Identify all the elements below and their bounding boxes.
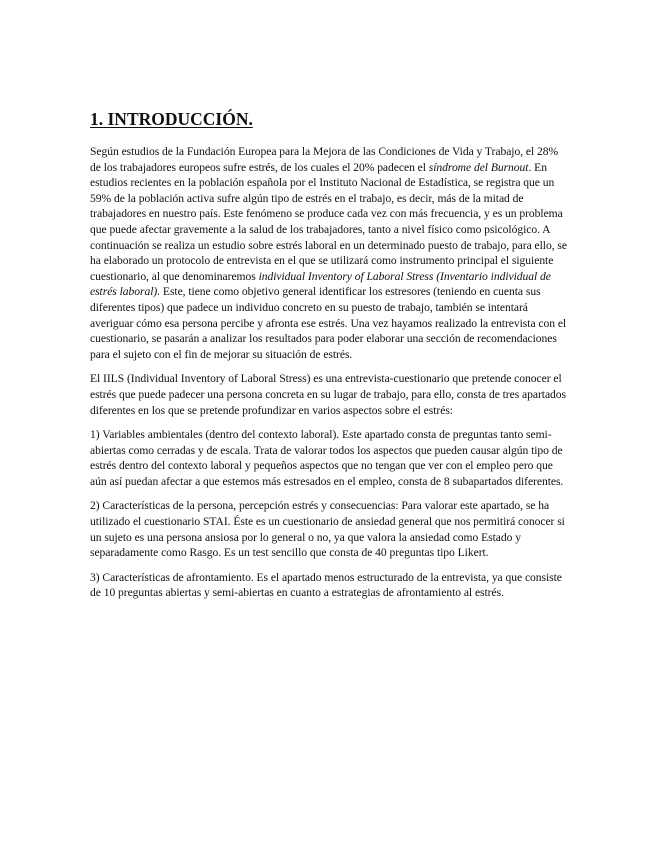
section-3-paragraph: 3) Características de afrontamiento. Es el apartado menos estructurado de la entrevista, ya que consiste de 10 preguntas abiertas y semi-abiertas en cuanto a estrategias de afrontamiento al estrés. (90, 570, 562, 600)
intro-text-2: . En estudios recientes en la población española por el Instituto Nacional de Estadística, se registra que un 59% de la población activa sufre algún tipo de estrés en el trabajo, es decir, más de la mitad de trabajadores en nuestro país. Este fenómeno se produce cada vez con más frecuencia, y es un problema que puede afectar gravemente a la salud de los trabajadores, tanto a nivel físico como psicológico. A continuación se realiza un estudio sobre estrés laboral en un determinado puesto de trabajo, para ello, se ha elaborado un protocolo de entrevista en el que se utilizará como instrumento principal el siguiente cuestionario, al que denominaremos (90, 160, 567, 283)
intro-paragraph (90, 144, 570, 362)
section-title: 1. INTRODUCCIÓN. (90, 109, 253, 129)
intro-text-3: Este, tiene como objetivo general identificar los estresores (teniendo en cuenta sus diferentes tipos) que padece un individuo concreto en su puesto de trabajo, también se intentará averiguar cómo esa persona percibe y afronta ese estrés. Una vez hayamos realizado la entrevista con el cuestionario, se pasarán a analizar los resultados para poder elaborar una sección de recomendaciones para el sujeto con el fin de mejorar su situación de estrés. (90, 285, 567, 361)
section-1-paragraph: 1) Variables ambientales (dentro del contexto laboral). Este apartado consta de preguntas tanto semi-abiertas como cerradas y de escala. Trata de valorar todos los aspectos que pueden causar algún tipo de estrés dentro del contexto laboral y pequeños aspectos que no tengan que ver con el empleo pero que aún así puedan afectar a que estemos más estresados en el empleo, consta de 8 subapartados diferentes. (90, 428, 564, 488)
intro-italic-inventory: individual Inventory of Laboral Stress (Inventario individual de estrés laboral). (90, 269, 551, 299)
iils-description-paragraph: El IILS (Individual Inventory of Laboral Stress) es una entrevista-cuestionario que pretende conocer el estrés que puede padecer una persona concreta en su lugar de trabajo, para ello, consta de tres apartados diferentes en los que se pretende profundizar en varios aspectos sobre el estrés: (90, 372, 566, 417)
intro-italic-burnout: síndrome del Burnout (428, 160, 529, 174)
section-2-paragraph: 2) Características de la persona, percepción estrés y consecuencias: Para valorar este apartado, se ha utilizado el cuestionario STAI. Éste es un cuestionario de ansiedad general que nos permitirá conocer si un sujeto es una persona ansiosa por lo general o no, ya que valora la ansiedad como Estado y separadamente como Rasgo. Es un test sencillo que consta de 40 preguntas tipo Likert. (90, 499, 565, 560)
document-page (90, 108, 570, 610)
intro-text-1: Según estudios de la Fundación Europea para la Mejora de las Condiciones de Vida y Trabajo, el 28% de los trabajadores europeos sufre estrés, de los cuales el 20% padecen el (90, 145, 559, 174)
